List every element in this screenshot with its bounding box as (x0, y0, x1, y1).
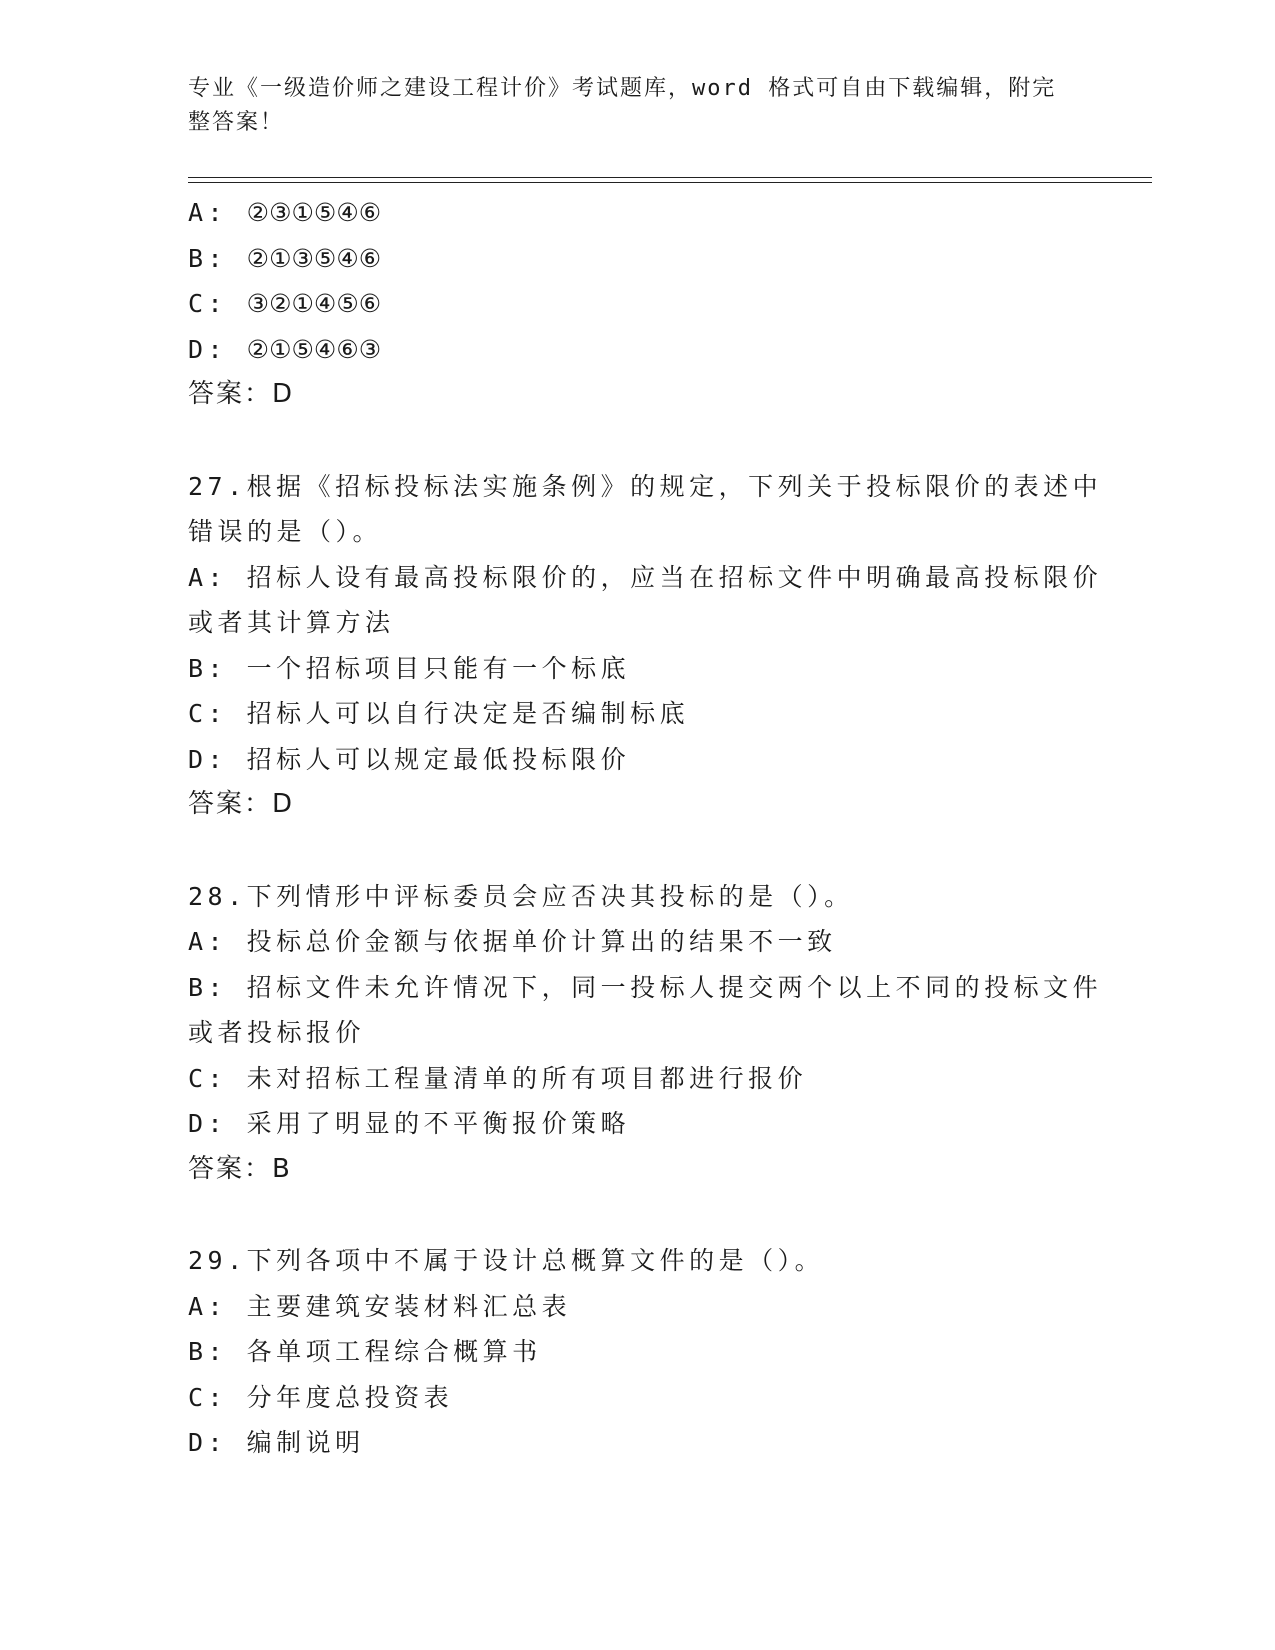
option-b: B: 各单项工程综合概算书 (188, 1337, 542, 1366)
option-a: A: 主要建筑安装材料汇总表 (188, 1291, 572, 1321)
option-text: 主要建筑安装材料汇总表 (246, 1291, 572, 1321)
question-list (188, 190, 1103, 1466)
option-b: B: ②①③⑤④⑥ (188, 243, 382, 273)
document-header (188, 72, 1068, 140)
option-text: 采用了明显的不平衡报价策略 (246, 1109, 631, 1138)
option-a-cont: 或者其计算方法 (188, 608, 395, 637)
option-c: C: ③②①④⑤⑥ (188, 289, 382, 318)
option-b: B: 招标文件未允许情况下，同一投标人提交两个以上不同的投标文件 (188, 972, 1103, 1002)
option-text: 招标人可以自行决定是否编制标底 (246, 699, 690, 728)
option-a: A: 投标总价金额与依据单价计算出的结果不一致 (188, 927, 837, 956)
question-stem: 27.根据《招标投标法实施条例》的规定，下列关于投标限价的表述中 (188, 471, 1103, 501)
option-d: D: 采用了明显的不平衡报价策略 (188, 1109, 631, 1138)
option-text: 招标人可以规定最低投标限价 (246, 744, 631, 774)
option-text: 招标人设有最高投标限价的，应当在招标文件中明确最高投标限价 (246, 562, 1103, 592)
option-a: A: ②③①⑤④⑥ (188, 198, 382, 227)
option-text: ②③①⑤④⑥ (246, 198, 382, 227)
question-28 (188, 874, 1103, 1193)
option-text: 分年度总投资表 (246, 1382, 454, 1412)
option-text: ②①③⑤④⑥ (246, 243, 382, 273)
option-text: 招标文件未允许情况下，同一投标人提交两个以上不同的投标文件 (246, 972, 1103, 1002)
option-d: D: 编制说明 (188, 1428, 365, 1457)
answer: 答案：D (188, 789, 295, 819)
option-c: C: 分年度总投资表 (188, 1382, 454, 1412)
question-27 (188, 464, 1103, 828)
header-divider-top (188, 177, 1152, 178)
question-29 (188, 1238, 1088, 1466)
option-text: 一个招标项目只能有一个标底 (246, 653, 631, 683)
option-text: 各单项工程综合概算书 (246, 1337, 542, 1366)
header-divider-bottom (188, 182, 1152, 183)
answer: 答案：D (188, 379, 295, 409)
option-text: ②①⑤④⑥③ (246, 334, 382, 364)
option-text: 投标总价金额与依据单价计算出的结果不一致 (246, 927, 837, 956)
option-text: 未对招标工程量清单的所有项目都进行报价 (246, 1063, 808, 1093)
option-text: 编制说明 (246, 1428, 365, 1457)
option-b-cont: 或者投标报价 (188, 1018, 366, 1047)
answer: 答案：B (188, 1153, 292, 1184)
question-stem-cont: 错误的是（）。 (188, 517, 383, 546)
header-line-1: 专业《一级造价师之建设工程计价》考试题库，word 格式可自由下载编辑，附完 (188, 76, 1057, 101)
option-a: A: 招标人设有最高投标限价的，应当在招标文件中明确最高投标限价 (188, 562, 1103, 592)
option-c: C: 招标人可以自行决定是否编制标底 (188, 699, 690, 728)
option-b: B: 一个招标项目只能有一个标底 (188, 653, 631, 683)
option-text: ③②①④⑤⑥ (246, 289, 382, 318)
question-26-tail (188, 190, 1088, 418)
question-stem: 28.下列情形中评标委员会应否决其投标的是（）。 (188, 881, 854, 911)
option-d: D: ②①⑤④⑥③ (188, 334, 382, 364)
option-c: C: 未对招标工程量清单的所有项目都进行报价 (188, 1063, 808, 1093)
question-stem: 29.下列各项中不属于设计总概算文件的是（）。 (188, 1246, 825, 1275)
header-line-2: 整答案！ (188, 110, 285, 135)
option-d: D: 招标人可以规定最低投标限价 (188, 744, 631, 774)
